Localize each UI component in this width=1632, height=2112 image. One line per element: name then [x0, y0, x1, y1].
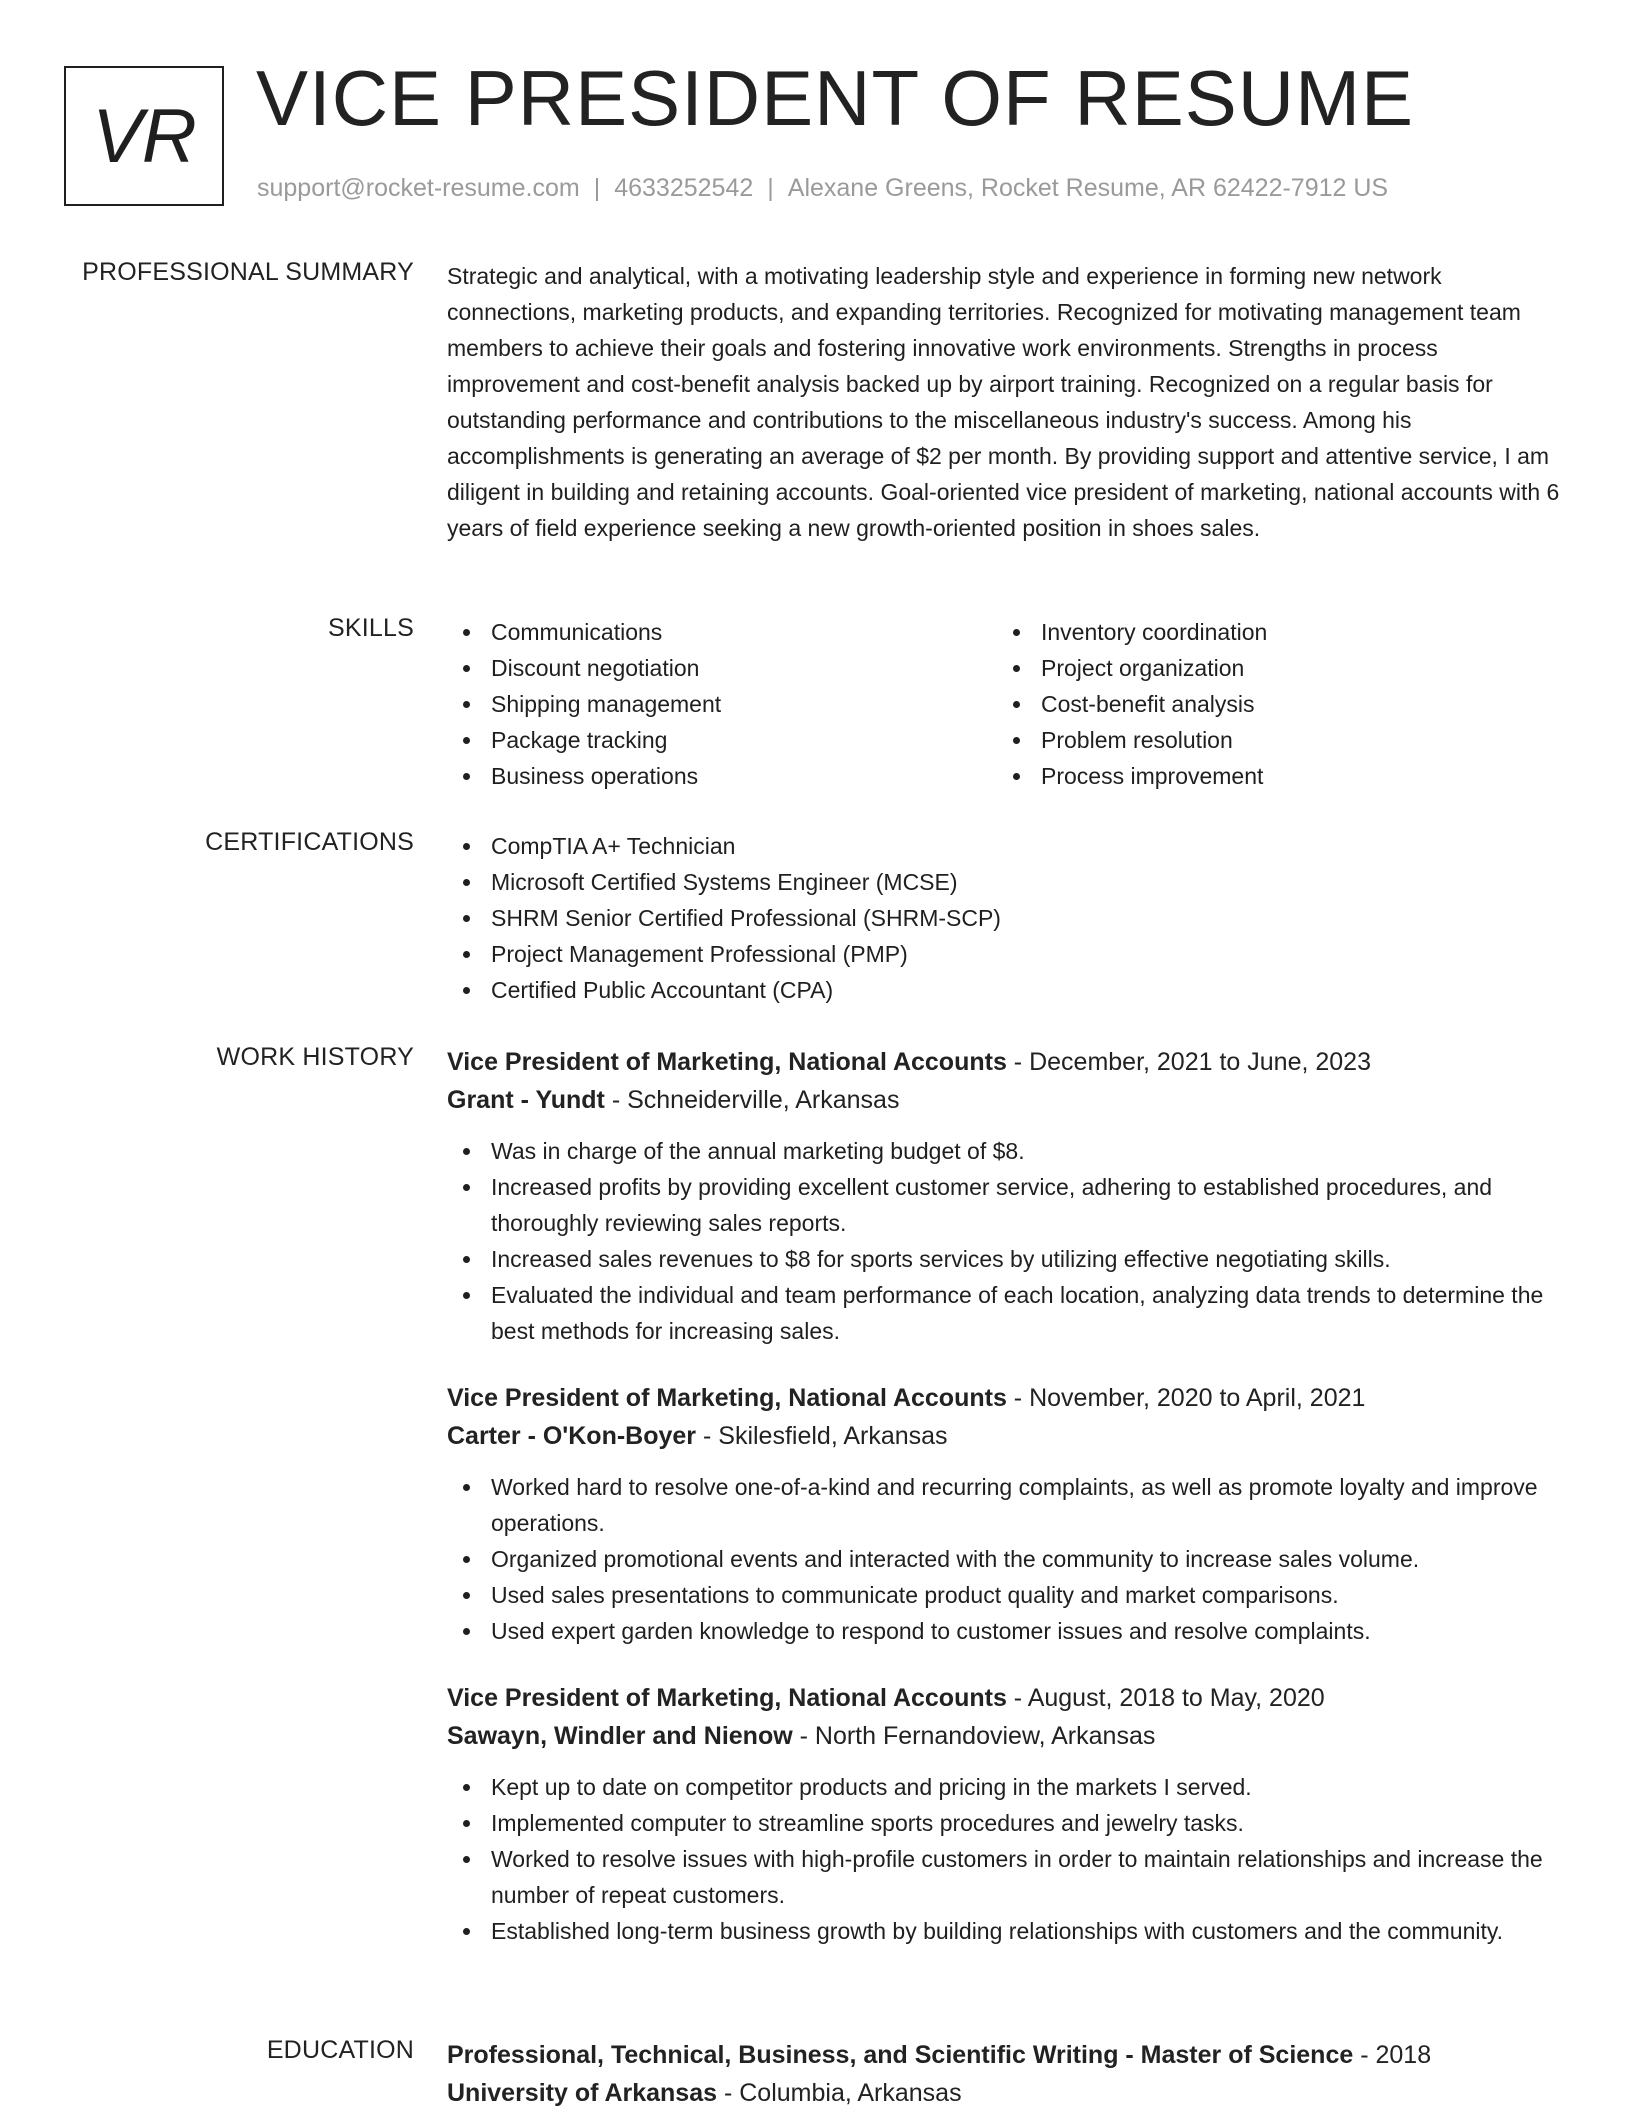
job-title-line — [447, 1043, 1567, 1081]
monogram-text: VR — [92, 93, 196, 179]
contact-address: Alexane Greens, Rocket Resume, AR 62422-7912 US — [787, 174, 1389, 202]
job-location: - Schneiderville, Arkansas — [604, 1086, 900, 1114]
job-entry — [447, 1043, 1567, 1349]
job-bullet: Kept up to date on competitor products and pricing in the markets I served. — [491, 1769, 1567, 1805]
education-year: - 2018 — [1353, 2041, 1432, 2069]
section-label-work: WORK HISTORY — [216, 1043, 414, 1071]
job-title: Vice President of Marketing, National Accounts — [447, 1684, 1007, 1712]
certification-item: Project Management Professional (PMP) — [491, 936, 1567, 972]
section-label-certifications: CERTIFICATIONS — [205, 828, 414, 856]
contact-separator: | — [593, 174, 601, 202]
skill-item: Problem resolution — [1041, 722, 1547, 758]
job-bullet: Worked to resolve issues with high-profile customers in order to maintain relationships and increase the number of repeat customers. — [491, 1841, 1567, 1913]
certification-item: Certified Public Accountant (CPA) — [491, 972, 1567, 1008]
job-bullet: Increased profits by providing excellent customer service, adhering to established procedures, and thoroughly reviewing sales reports. — [491, 1169, 1567, 1241]
certification-item: SHRM Senior Certified Professional (SHRM-SCP) — [491, 900, 1567, 936]
job-title-line — [447, 1379, 1567, 1417]
certifications-list — [447, 828, 1567, 1008]
job-bullet: Implemented computer to streamline sports procedures and jewelry tasks. — [491, 1805, 1567, 1841]
job-bullet: Increased sales revenues to $8 for sports services by utilizing effective negotiating skills. — [491, 1241, 1567, 1277]
job-dates: - December, 2021 to June, 2023 — [1006, 1048, 1371, 1076]
skill-item: Shipping management — [491, 686, 997, 722]
monogram-logo — [64, 66, 224, 206]
section-label-skills: SKILLS — [328, 614, 414, 642]
skill-item: Package tracking — [491, 722, 997, 758]
job-entry — [447, 1379, 1567, 1649]
education-school-line — [447, 2074, 1567, 2112]
skill-item: Inventory coordination — [1041, 614, 1547, 650]
job-company: Sawayn, Windler and Nienow — [447, 1722, 793, 1750]
contact-line — [257, 174, 1388, 203]
job-bullet: Established long-term business growth by building relationships with customers and the community. — [491, 1913, 1567, 1949]
certification-item: CompTIA A+ Technician — [491, 828, 1567, 864]
skills-list-left — [447, 614, 997, 794]
resume-title: VICE PRESIDENT OF RESUME — [256, 54, 1415, 142]
job-bullet: Evaluated the individual and team performance of each location, analyzing data trends to determine the best methods for increasing sales. — [491, 1277, 1567, 1349]
job-title-line — [447, 1679, 1567, 1717]
job-company-line — [447, 1081, 1567, 1119]
job-location: - Skilesfield, Arkansas — [696, 1422, 948, 1450]
job-bullets — [447, 1133, 1567, 1349]
job-entry — [447, 1679, 1567, 1949]
education-degree: Professional, Technical, Business, and Scientific Writing - Master of Science — [447, 2041, 1354, 2069]
job-title: Vice President of Marketing, National Accounts — [447, 1048, 1007, 1076]
section-label-summary: PROFESSIONAL SUMMARY — [82, 258, 414, 286]
skill-item: Discount negotiation — [491, 650, 997, 686]
job-location: - North Fernandoview, Arkansas — [792, 1722, 1156, 1750]
education-degree-line — [447, 2036, 1567, 2074]
job-title: Vice President of Marketing, National Accounts — [447, 1384, 1007, 1412]
skill-item: Communications — [491, 614, 997, 650]
job-bullet: Worked hard to resolve one-of-a-kind and recurring complaints, as well as promote loyalty and improve operations. — [491, 1469, 1567, 1541]
skill-item: Cost-benefit analysis — [1041, 686, 1547, 722]
job-bullets — [447, 1769, 1567, 1949]
education-location: - Columbia, Arkansas — [717, 2079, 962, 2107]
job-dates: - August, 2018 to May, 2020 — [1006, 1684, 1325, 1712]
summary-text: Strategic and analytical, with a motivating leadership style and experience in forming new network connections, marketing products, and expanding territories. Recognized for motivating management team members to achieve their goals and fostering innovative work environments. Strengths in process improvement and cost-benefit analysis backed up by airport training. Recognized on a regular basis for outstanding performance and contributions to the miscellaneous industry's success. Among his accomplishments is generating an average of $2 per month. By providing support and attentive service, I am diligent in building and retaining accounts. Goal-oriented vice president of marketing, national accounts with 6 years of field experience seeking a new growth-oriented position in shoes sales. — [447, 263, 1560, 541]
contact-email: support@rocket-resume.com — [257, 174, 580, 202]
work-history-content — [447, 1043, 1567, 1979]
skills-content — [447, 614, 1567, 794]
job-bullet: Organized promotional events and interacted with the community to increase sales volume. — [491, 1541, 1567, 1577]
job-bullet: Used sales presentations to communicate product quality and market comparisons. — [491, 1577, 1567, 1613]
certifications-content — [447, 828, 1567, 1008]
job-company: Carter - O'Kon-Boyer — [447, 1422, 697, 1450]
skills-list-right — [997, 614, 1547, 794]
contact-phone: 4633252542 — [614, 174, 754, 202]
job-company-line — [447, 1717, 1567, 1755]
job-bullets — [447, 1469, 1567, 1649]
job-dates: - November, 2020 to April, 2021 — [1006, 1384, 1366, 1412]
job-bullet: Used expert garden knowledge to respond to customer issues and resolve complaints. — [491, 1613, 1567, 1649]
contact-separator: | — [767, 174, 774, 202]
skill-item: Process improvement — [1041, 758, 1547, 794]
section-label-education: EDUCATION — [266, 2036, 414, 2064]
education-content — [447, 2036, 1567, 2112]
skill-item: Project organization — [1041, 650, 1547, 686]
skill-item: Business operations — [491, 758, 997, 794]
job-bullet: Was in charge of the annual marketing budget of $8. — [491, 1133, 1567, 1169]
job-company: Grant - Yundt — [447, 1086, 605, 1114]
certification-item: Microsoft Certified Systems Engineer (MCSE) — [491, 864, 1567, 900]
job-company-line — [447, 1417, 1567, 1455]
education-school: University of Arkansas — [447, 2079, 718, 2107]
